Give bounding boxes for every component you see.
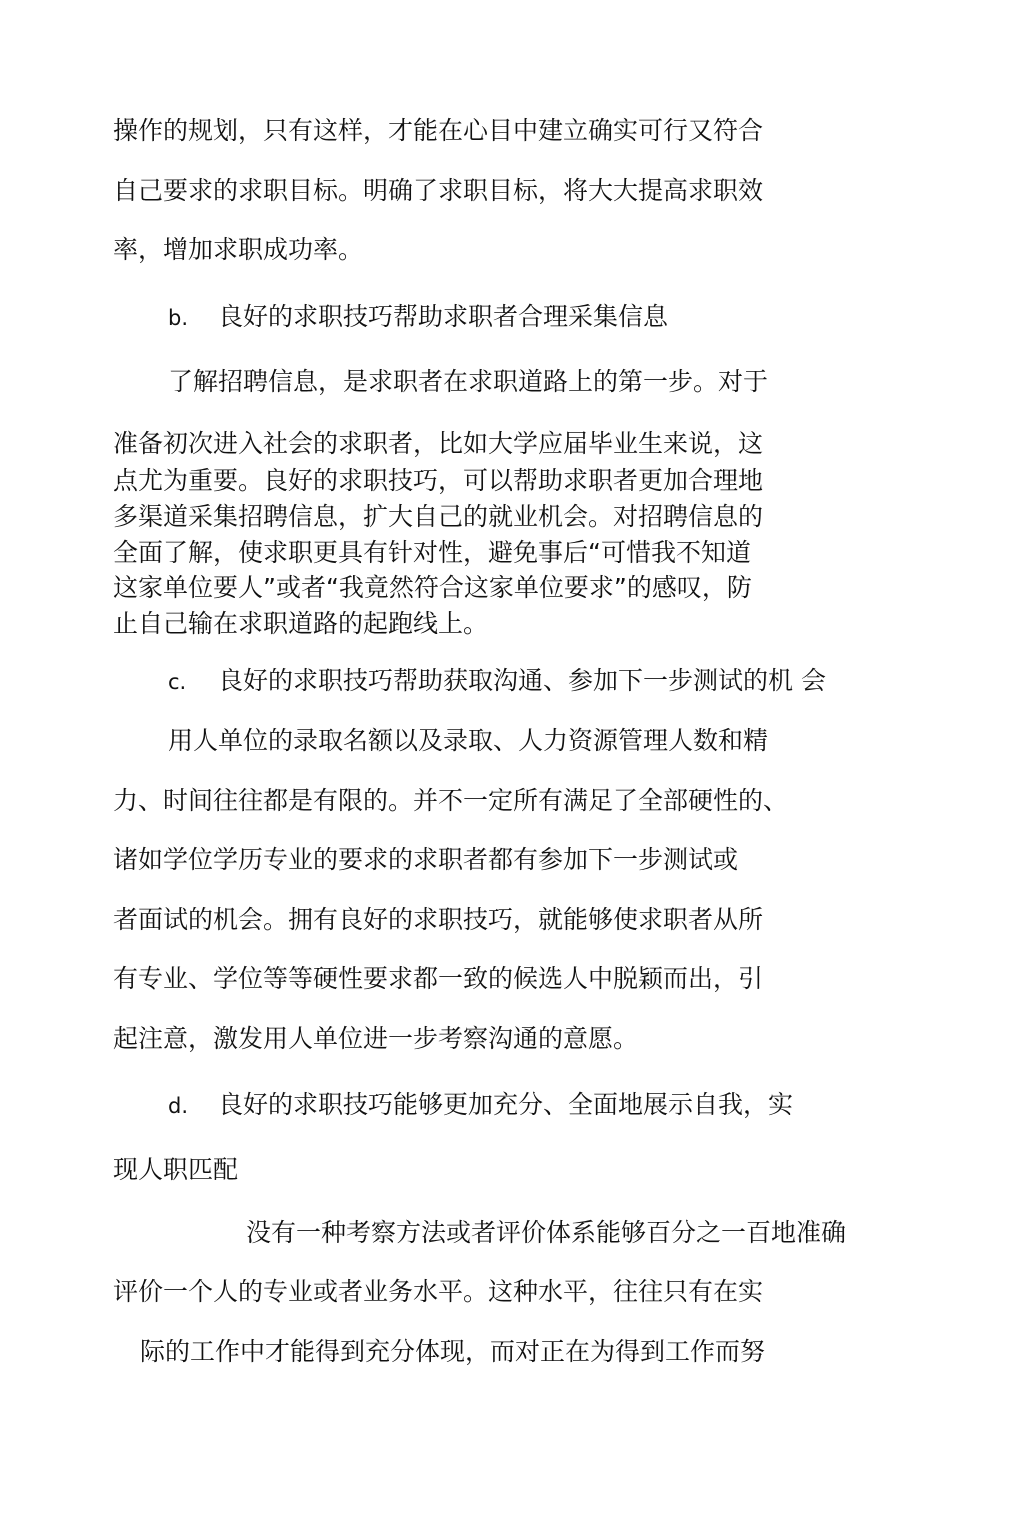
paragraph-line: 自己要求的求职目标。明确了求职目标，将大大提高求职效 <box>113 176 764 205</box>
paragraph-line: 率，增加求职成功率。 <box>113 235 364 264</box>
section-heading-c <box>168 666 826 697</box>
paragraph-line: 用人单位的录取名额以及录取、人力资源管理人数和精 <box>168 726 769 755</box>
paragraph-line: 止自己输在求职道路的起跑线上。 <box>113 609 489 638</box>
paragraph-line: 力、时间往往都是有限的。并不一定所有满足了全部硬性的、 <box>113 786 789 815</box>
section-title: 良好的求职技巧帮助求职者合理采集信息 <box>218 302 669 331</box>
section-heading-d <box>168 1090 793 1121</box>
paragraph-line: 起注意，激发用人单位进一步考察沟通的意愿。 <box>113 1024 639 1053</box>
section-label: d. <box>168 1094 189 1118</box>
paragraph-line: 际的工作中才能得到充分体现，而对正在为得到工作而努 <box>140 1337 766 1366</box>
paragraph-line: 有专业、学位等等硬性要求都一致的候选人中脱颖而出，引 <box>113 964 764 993</box>
section-title: 良好的求职技巧帮助获取沟通、参加下一步测试的机 会 <box>218 666 826 695</box>
paragraph-line: 点尤为重要。良好的求职技巧，可以帮助求职者更加合理地 <box>113 466 764 495</box>
paragraph-line: 诸如学位学历专业的要求的求职者都有参加下一步测试或 <box>113 845 739 874</box>
paragraph-line: 者面试的机会。拥有良好的求职技巧，就能够使求职者从所 <box>113 905 764 934</box>
paragraph-line: 全面了解，使求职更具有针对性，避免事后“可惜我不知道 <box>113 538 751 567</box>
paragraph-line: 准备初次进入社会的求职者，比如大学应届毕业生来说，这 <box>113 429 764 458</box>
paragraph-line: 操作的规划，只有这样，才能在心目中建立确实可行又符合 <box>113 116 764 145</box>
section-label: b. <box>168 306 189 330</box>
section-label: c. <box>168 670 187 694</box>
paragraph-line: 这家单位要人”或者“我竟然符合这家单位要求”的感叹，防 <box>113 573 752 602</box>
section-heading-b <box>168 302 668 333</box>
paragraph-line: 现人职匹配 <box>113 1155 239 1184</box>
paragraph-line: 评价一个人的专业或者业务水平。这种水平，往往只有在实 <box>113 1277 764 1306</box>
paragraph-line: 了解招聘信息，是求职者在求职道路上的第一步。对于 <box>168 367 769 396</box>
paragraph-line: 没有一种考察方法或者评价体系能够百分之一百地准确 <box>246 1218 847 1247</box>
paragraph-line: 多渠道采集招聘信息，扩大自己的就业机会。对招聘信息的 <box>113 502 764 531</box>
section-title: 良好的求职技巧能够更加充分、全面地展示自我，实 <box>218 1090 794 1119</box>
